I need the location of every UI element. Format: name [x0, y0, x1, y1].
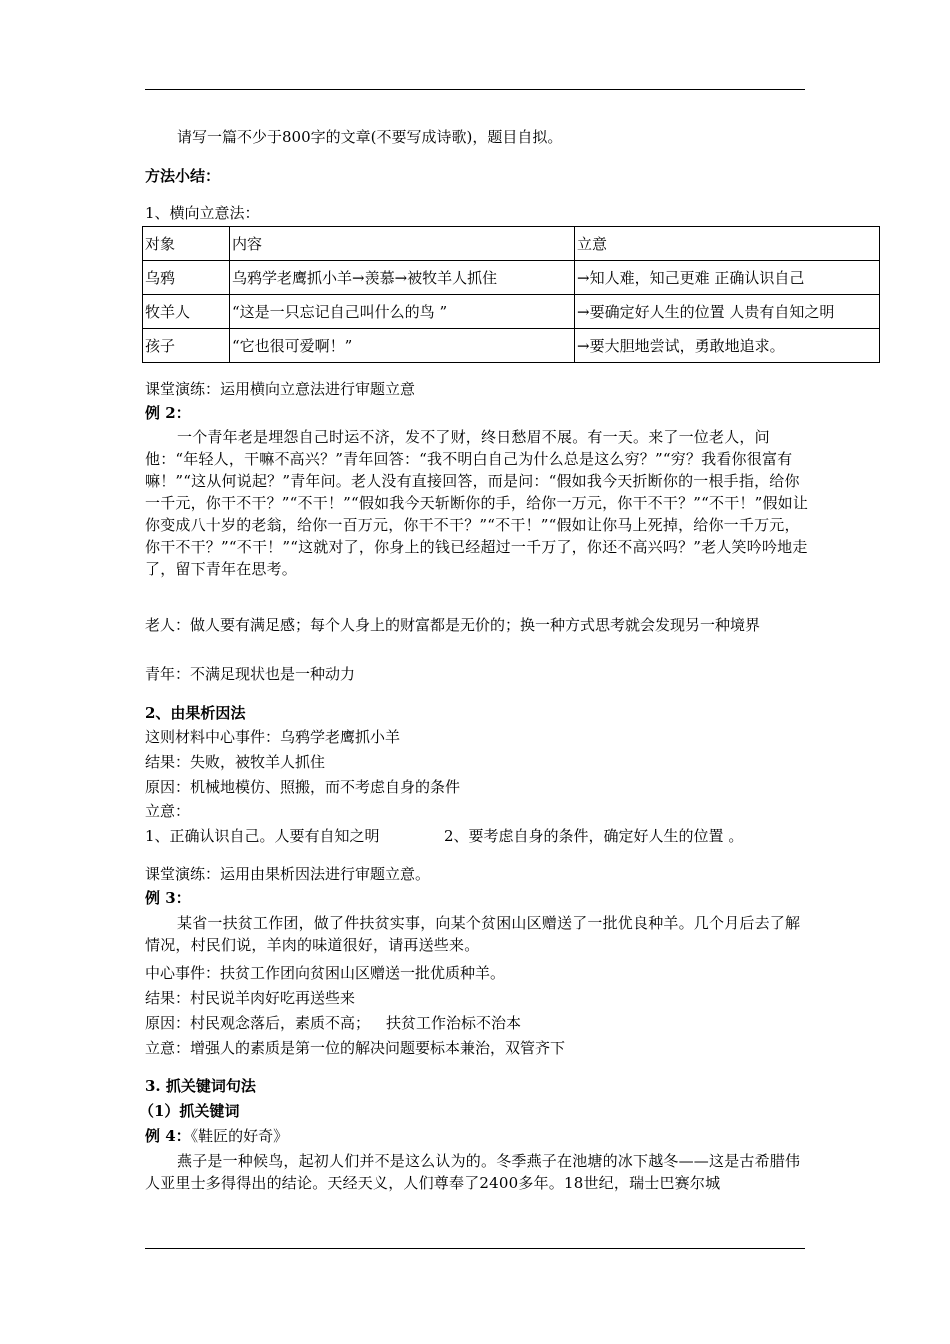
table-cell: 乌鸦学老鹰抓小羊→羡慕→被牧羊人抓住	[230, 261, 575, 295]
old-man-text: 老人：做人要有满足感；每个人身上的财富都是无价的；换一种方式思考就会发现另一种境界	[145, 616, 761, 634]
section2-idea-2: 2、要考虑自身的条件，确定好人生的位置 。	[444, 827, 744, 845]
table-header-row	[143, 227, 880, 261]
table-cell: “这是一只忘记自己叫什么的鸟 ”	[230, 295, 575, 329]
example3-idea: 立意：增强人的素质是第一位的解决问题要标本兼治，双管齐下	[145, 1039, 566, 1057]
example2-paragraph: 一个青年老是埋怨自己时运不济，发不了财，终日愁眉不展。有一天。来了一位老人，问他：“年轻人，干嘛不高兴？”青年回答：“我不明白自己为什么总是这么穷？”“穷？我看你很富有嘛！”“这从何说起？”青年问。老人没有直接回答，而是问：“假如我今天折断你的一根手指，给你一千元，你干不干？”“不干！”“假如我今天斩断你的手，给你一万元，你干不干？”“不干！”假如让你变成八十岁的老翁，给你一百万元，你干不干？”“不干！”“假如让你马上死掉，给你一千万元，你干不干？”“不干！”“这就对了，你身上的钱已经超过一千万了，你还不高兴吗？”老人笑吟吟地走了，留下青年在思考。	[145, 428, 809, 578]
section1-title: 1、横向立意法：	[145, 204, 260, 222]
section2-title: 2、由果析因法	[145, 704, 246, 722]
example3-paragraph: 某省一扶贫工作团，做了件扶贫实事，向某个贫困山区赠送了一批优良种羊。几个月后去了解情况，村民们说，羊肉的味道很好，请再送些来。	[145, 914, 801, 954]
practice2-text: 课堂演练：运用由果析因法进行审题立意。	[145, 865, 431, 883]
example3-reason-b: 扶贫工作治标不治本	[386, 1014, 522, 1032]
example3-center-event: 中心事件：扶贫工作团向贫困山区赠送一批优质种羊。	[145, 964, 506, 982]
example4-title: 《鞋匠的好奇》	[190, 1127, 289, 1145]
table-header-cell: 内容	[230, 227, 575, 261]
table-header-cell: 立意	[575, 227, 880, 261]
example4-heading	[145, 1126, 288, 1146]
table-cell: 孩子	[143, 329, 230, 363]
table-cell: 牧羊人	[143, 295, 230, 329]
table-cell: 乌鸦	[143, 261, 230, 295]
table-header-cell: 对象	[143, 227, 230, 261]
table-row	[143, 295, 880, 329]
section2-idea-1: 1、正确认识自己。人要有自知之明	[145, 827, 380, 845]
table-cell: →知人难，知己更难 正确认识自己	[575, 261, 880, 295]
section2-idea-label: 立意：	[145, 802, 191, 820]
method-summary-heading: 方法小结：	[145, 167, 221, 185]
table-row	[143, 261, 880, 295]
table-cell: →要确定好人生的位置 人贵有自知之明	[575, 295, 880, 329]
analysis-table	[142, 226, 880, 363]
intro-text: 请写一篇不少于800字的文章(不要写成诗歌)，题目自拟。	[177, 128, 563, 146]
example3-label: 例 3：	[145, 889, 191, 907]
header-rule	[145, 89, 805, 90]
section2-result: 结果：失败，被牧羊人抓住	[145, 753, 326, 771]
example4-paragraph: 燕子是一种候鸟，起初人们并不是这么认为的。冬季燕子在池塘的冰下越冬——这是古希腊伟人亚里士多得得出的结论。天经天义，人们尊奉了2400多年。18世纪，瑞士巴赛尔城	[145, 1152, 801, 1192]
youth-text: 青年：不满足现状也是一种动力	[145, 665, 356, 683]
section3-title: 3. 抓关键词句法	[145, 1077, 256, 1095]
footer-rule	[145, 1248, 805, 1249]
example2-label: 例 2：	[145, 404, 191, 422]
section2-center-event: 这则材料中心事件：乌鸦学老鹰抓小羊	[145, 728, 401, 746]
section3-subtitle: （1）抓关键词	[139, 1102, 240, 1120]
example3-result: 结果：村民说羊肉好吃再送些来	[145, 989, 356, 1007]
table-cell: “它也很可爱啊！”	[230, 329, 575, 363]
practice1-text: 课堂演练：运用横向立意法进行审题立意	[145, 380, 416, 398]
table-cell: →要大胆地尝试，勇敢地追求。	[575, 329, 880, 363]
section2-reason: 原因：机械地模仿、照搬，而不考虑自身的条件	[145, 778, 461, 796]
example4-label: 例 4：	[145, 1127, 191, 1145]
table-row	[143, 329, 880, 363]
example3-reason-a: 原因：村民观念落后，素质不高；	[145, 1014, 371, 1032]
